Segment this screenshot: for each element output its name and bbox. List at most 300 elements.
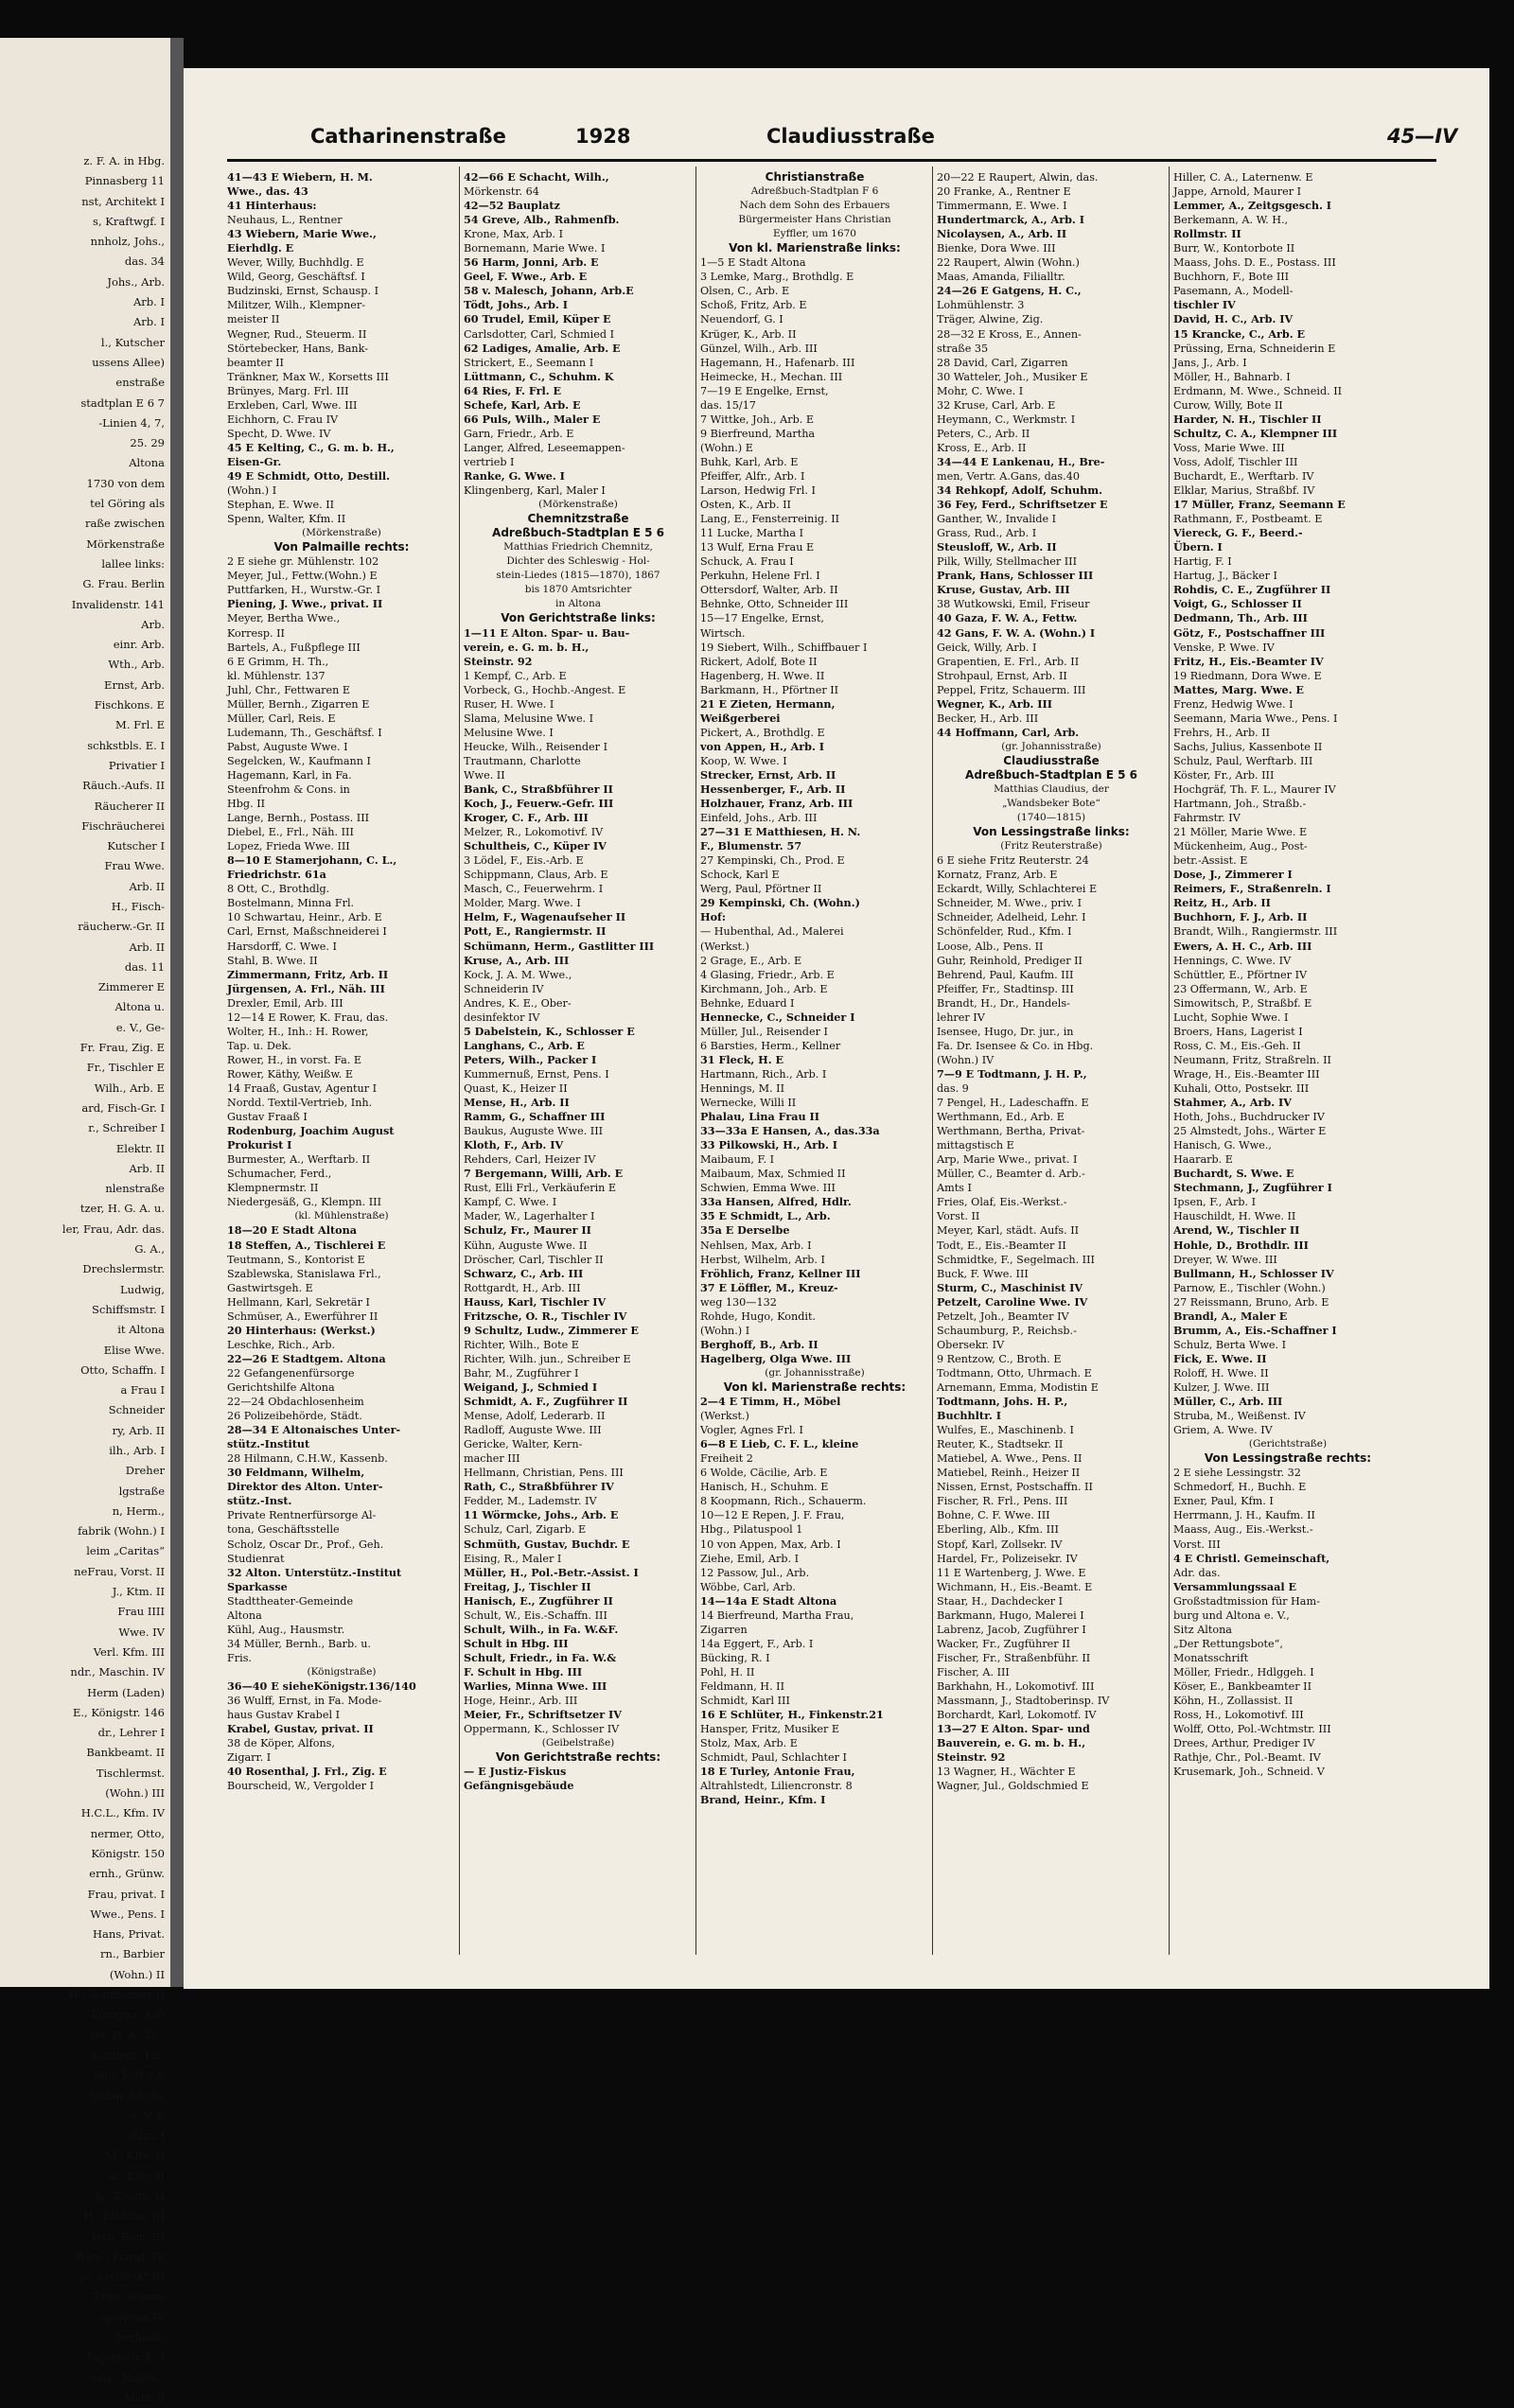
directory-entry: Grass, Rud., Arb. I [937, 527, 1037, 540]
left-page-line: Fr., Tischler E [86, 1061, 165, 1075]
left-page-line: Wth., Arb. [108, 658, 165, 672]
directory-entry: Gustav Fraaß I [227, 1111, 308, 1124]
directory-entry: Andres, K. E., Ober- [464, 996, 572, 1010]
directory-entry: Buchhorn, F. J., Arb. II [1173, 910, 1308, 924]
directory-entry: Maass, Aug., Eis.-Werkst.- [1173, 1523, 1313, 1537]
left-page-line: enstraße [115, 376, 165, 390]
left-page-line: (Wohn.) III [105, 1786, 165, 1801]
left-page-line: J., Ktm. II [112, 1585, 165, 1599]
left-page-line: Invalidenstr. 141 [71, 597, 165, 611]
directory-entry: Werthmann, Ed., Arb. E [937, 1111, 1065, 1124]
left-page-line: Wwe., Pens. I [90, 1907, 165, 1921]
directory-entry: kl. Mühlenstr. 137 [227, 669, 326, 682]
left-page-line: räucherw.-Gr. II [78, 920, 165, 934]
directory-entry: Nicolaysen, A., Arb. II [937, 227, 1067, 241]
section-heading: Von Palmaille rechts: [273, 540, 410, 554]
directory-entry: Krüger, K., Arb. II [700, 327, 797, 341]
directory-entry: Köhn, H., Zollassist. II [1173, 1695, 1294, 1708]
directory-entry: Guhr, Reinhold, Prediger II [937, 954, 1083, 967]
directory-entry: macher III [464, 1452, 520, 1466]
left-page-line: ard, Fisch-Gr. I [81, 1100, 165, 1115]
directory-entry: 14a Eggert, F., Arb. I [700, 1637, 814, 1650]
directory-entry: Lang, E., Fensterreinig. II [700, 513, 840, 526]
directory-entry: Ramm, G., Schaffner III [464, 1110, 606, 1124]
directory-entry: Schwarz, C., Arb. III [464, 1266, 584, 1280]
directory-entry: Schult, W., Eis.-Schaffn. III [464, 1608, 607, 1622]
directory-entry: 4 E Christl. Gemeinschaft, [1173, 1551, 1330, 1565]
directory-entry: Meier, Fr., Schriftsetzer IV [464, 1708, 622, 1722]
left-page-line: Hans, Privat. [92, 1927, 165, 1942]
left-page-line: nst, Architekt I [81, 194, 165, 208]
directory-entry: 20—22 E Raupert, Alwin, das. [937, 171, 1099, 184]
directory-entry: Scholz, Oscar Dr., Prof., Geh. [227, 1538, 384, 1551]
directory-entry: Richter, Wilh., Bote E [464, 1338, 579, 1351]
directory-entry: 6—8 E Lieb, C. F. L., kleine [700, 1437, 859, 1451]
directory-entry: Baukus, Auguste Wwe. III [464, 1125, 604, 1138]
directory-entry: 58 v. Malesch, Johann, Arb.E [464, 284, 634, 298]
directory-entry: 7 Bergemann, Willi, Arb. E [464, 1167, 624, 1181]
directory-entry: 8—10 E Stamerjohann, C. L., [227, 853, 397, 868]
left-page-line: raße zwischen [84, 517, 165, 531]
left-page-line: neFrau, Vorst. II [74, 1564, 165, 1578]
directory-entry: Rohdis, C. E., Zugführer II [1173, 583, 1331, 597]
directory-entry: Perkuhn, Helene Frl. I [700, 570, 820, 583]
directory-entry: Kirchmann, Joh., Arb. E [700, 982, 828, 995]
directory-entry: Maass, Johs. D. E., Postass. III [1173, 256, 1336, 270]
directory-entry: Krusemark, Joh., Schneid. V [1173, 1766, 1325, 1779]
directory-entry: Fritz, H., Eis.-Beamter IV [1173, 654, 1324, 668]
directory-entry: Heucke, Wilh., Reisender I [464, 740, 607, 753]
directory-entry: Specht, D. Wwe. IV [227, 427, 331, 440]
left-page-line: E., Königstr. 146 [72, 1705, 165, 1719]
directory-entry: Wirtsch. [700, 626, 746, 640]
directory-entry: 33—33a E Hansen, A., das.33a [700, 1124, 880, 1138]
directory-entry: Wild, Georg, Geschäftsf. I [227, 271, 365, 284]
directory-entry: Kross, E., Arb. II [937, 441, 1027, 454]
directory-entry: Exner, Paul, Kfm. I [1173, 1495, 1274, 1508]
directory-entry: Gefängnisgebäude [464, 1779, 574, 1793]
directory-entry: Hauschildt, H. Wwe. II [1173, 1210, 1296, 1223]
directory-entry: Bauverein, e. G. m. b. H., [937, 1736, 1086, 1750]
street-note: Dichter des Schleswig - Hol- [506, 555, 650, 568]
directory-entry: Dreyer, W. Wwe. III [1173, 1253, 1277, 1266]
directory-entry: Einfeld, Johs., Arb. III [700, 812, 818, 825]
directory-entry: Krabel, Gustav, privat. II [227, 1722, 374, 1736]
directory-entry: tona, Geschäftsstelle [227, 1523, 340, 1537]
directory-entry: Schultz, C. A., Klempner III [1173, 426, 1338, 440]
directory-entry: 9 Bierfreund, Martha [700, 427, 816, 440]
directory-entry: 6 E siehe Fritz Reuterstr. 24 [937, 854, 1089, 868]
left-page-fragment [0, 38, 170, 2404]
directory-entry: Neuhaus, L., Rentner [227, 214, 343, 227]
directory-entry: F., Blumenstr. 57 [700, 839, 802, 853]
left-page-line: Verl. Kfm. III [93, 1644, 165, 1659]
directory-entry: vertrieb I [464, 455, 515, 468]
directory-entry: Voss, Marie Wwe. III [1173, 441, 1285, 454]
directory-entry: 21 E Zieten, Hermann, [700, 696, 836, 711]
directory-entry: 2 E siehe Lessingstr. 32 [1173, 1467, 1301, 1480]
left-page-line: Fischräucherei [81, 818, 165, 833]
directory-entry: Pohl, H. II [700, 1665, 755, 1679]
directory-entry: Rottgardt, H., Arb. III [464, 1281, 581, 1294]
directory-entry: Molder, Marg. Wwe. I [464, 897, 581, 910]
directory-entry: Schippmann, Claus, Arb. E [464, 869, 608, 882]
left-page-line: Fischkons. E [94, 698, 165, 712]
directory-entry: straße 35 [937, 342, 989, 355]
directory-entry: Becker, H., Arb. III [937, 712, 1039, 725]
left-page-line: Königstr. 120 [91, 2048, 165, 2062]
directory-entry: 1—11 E Alton. Spar- u. Bau- [464, 625, 630, 640]
left-page-line: Schneider [108, 1403, 165, 1417]
directory-entry: 62 Ladiges, Amalie, Arb. E [464, 341, 621, 355]
directory-entry: Ipsen, F., Arb. I [1173, 1196, 1257, 1209]
directory-entry: Wwe. II [464, 768, 505, 782]
directory-entry: Dedmann, Th., Arb. III [1173, 611, 1308, 625]
directory-entry: Hoge, Heinr., Arb. III [464, 1695, 578, 1708]
directory-entry: Müller, C., Arb. III [1173, 1395, 1283, 1409]
directory-entry: Prüssing, Erna, Schneiderin E [1173, 342, 1336, 355]
left-page-line: ilh., Arb. I [109, 1444, 165, 1457]
column-3 [700, 170, 929, 1949]
directory-entry: Berkemann, A. W. H., [1173, 214, 1289, 227]
directory-entry: Hartig, F. I [1173, 555, 1232, 569]
directory-entry: Steenfrohm & Cons. in [227, 783, 350, 797]
directory-entry: Geel, F. Wwe., Arb. E [464, 270, 588, 284]
left-page-line: Tischlermst. [96, 1766, 165, 1780]
directory-entry: Petzelt, Caroline Wwe. IV [937, 1294, 1088, 1309]
column-divider [459, 167, 460, 1955]
directory-entry: Massmann, J., Stadtoberinsp. IV [937, 1695, 1110, 1708]
directory-entry: Eberling, Alb., Kfm. III [937, 1523, 1059, 1537]
directory-entry: Kock, J. A. M. Wwe., [464, 968, 572, 981]
directory-entry: 20 Franke, A., Rentner E [937, 185, 1071, 199]
directory-entry: Ottersdorf, Walter, Arb. II [700, 584, 838, 597]
directory-entry: Prokurist I [227, 1138, 292, 1152]
directory-entry: Struba, M., Weißenst. IV [1173, 1410, 1306, 1423]
directory-entry: Eckardt, Willy, Schlachterei E [937, 883, 1098, 896]
street-note: (Fritz Reuterstraße) [1000, 840, 1102, 852]
directory-entry: Monatsschrift [1173, 1651, 1249, 1664]
left-page-text [2, 151, 165, 2408]
directory-entry: 4 Glasing, Friedr., Arb. E [700, 968, 835, 981]
directory-entry: 15 Krancke, C., Arb. E [1173, 326, 1306, 341]
left-page-line: G. A., [134, 1242, 165, 1257]
section-heading: Adreßbuch-Stadtplan E 5 6 [965, 767, 1137, 782]
directory-entry: Neumann, Fritz, Straßreln. II [1173, 1053, 1331, 1066]
directory-entry: Stechmann, J., Zugführer I [1173, 1181, 1332, 1195]
directory-entry: Juhl, Chr., Fettwaren E [227, 683, 351, 696]
directory-entry: Krone, Max, Arb. I [464, 228, 564, 241]
left-page-line: dr., Lehrer I [97, 1726, 165, 1740]
directory-entry: Wagner, Jul., Goldschmied E [937, 1780, 1089, 1793]
directory-entry: Amts I [937, 1182, 972, 1195]
directory-entry: meister II [227, 313, 280, 326]
directory-entry: Hbg., Pilatuspool 1 [700, 1523, 803, 1537]
directory-entry: Steinstr. 92 [937, 1750, 1006, 1765]
left-page-line: nermer, Otto, [90, 1826, 165, 1840]
directory-entry: 9 Schultz, Ludw., Zimmerer E [464, 1323, 639, 1337]
left-page-line: -Linien 4, 7, [98, 415, 165, 430]
directory-entry: Gerichtshilfe Altona [227, 1380, 335, 1394]
left-page-line: rn., Barbier [99, 1947, 165, 1961]
directory-entry: Brünyes, Marg. Frl. III [227, 384, 349, 397]
directory-entry: 33 Pilkowski, H., Arb. I [700, 1138, 837, 1152]
directory-entry: Reitz, H., Arb. II [1173, 896, 1271, 910]
directory-entry: Lüttmann, C., Schuhm. K [464, 369, 614, 383]
directory-entry: Pott, E., Rangiermstr. II [464, 924, 607, 939]
directory-entry: Todt, E., Eis.-Beamter II [937, 1239, 1066, 1252]
directory-entry: Träger, Alwine, Zig. [937, 313, 1044, 326]
directory-entry: Garn, Friedr., Arb. E [464, 427, 574, 440]
section-heading: Christianstraße [765, 170, 865, 184]
page-header [184, 117, 1489, 157]
directory-entry: 10—12 E Repen, J. F. Frau, [700, 1509, 845, 1522]
directory-entry: Schultheis, C., Küper IV [464, 839, 607, 853]
directory-entry: Niedergesäß, G., Klempn. III [227, 1196, 382, 1209]
directory-entry: Ruser, H. Wwe. I [464, 697, 555, 711]
directory-entry: Leschke, Rich., Arb. [227, 1338, 336, 1351]
directory-entry: Koop, W. Wwe. I [700, 754, 787, 767]
directory-entry: Reuter, K., Stadtsekr. II [937, 1438, 1064, 1451]
directory-entry: Fischer, Fr., Straßenbführ. II [937, 1651, 1091, 1664]
directory-entry: Barkmann, H., Pförtner II [700, 683, 839, 696]
directory-entry: Hartug, J., Bäcker I [1173, 570, 1277, 583]
directory-entry: Jürgensen, A. Frl., Näh. III [227, 981, 385, 995]
left-page-line: Fr. Frau, Zig. E [79, 1041, 165, 1055]
directory-entry: lehrer IV [937, 1011, 985, 1024]
directory-entry: Hardel, Fr., Polizeisekr. IV [937, 1552, 1078, 1565]
directory-entry: Koch, J., Feuerw.-Gefr. III [464, 797, 614, 811]
page-number: 45—IV [1387, 125, 1458, 148]
directory-entry: Klingenberg, Karl, Maler I [464, 484, 606, 498]
directory-entry: Rohde, Hugo, Kondit. [700, 1309, 817, 1323]
section-heading: Von kl. Marienstraße rechts: [723, 1380, 907, 1394]
directory-entry: Fröhlich, Franz, Kellner III [700, 1266, 861, 1280]
directory-entry: Günzel, Wilh., Arb. III [700, 342, 818, 355]
left-page-line: Königstr. 150 [91, 1846, 165, 1860]
directory-entry: Petzelt, Joh., Beamter IV [937, 1309, 1069, 1323]
directory-entry: Hellmann, Karl, Sekretär I [227, 1295, 370, 1309]
directory-entry: mittagstisch E [937, 1139, 1014, 1152]
directory-entry: 14 Fraaß, Gustav, Agentur I [227, 1082, 378, 1095]
directory-entry: Spenn, Walter, Kfm. II [227, 513, 346, 526]
directory-entry: Stadttheater-Gemeinde [227, 1594, 354, 1608]
left-page-line: r., Schreiber I [88, 1121, 165, 1135]
directory-entry: Lemmer, A., Zeitgsgesch. I [1173, 199, 1332, 213]
directory-entry: Ganther, W., Invalide I [937, 513, 1057, 526]
directory-entry: Fischer, A. III [937, 1665, 1010, 1679]
left-page-line: Arb. II [129, 879, 165, 893]
directory-entry: Mattes, Marg. Wwe. E [1173, 682, 1304, 696]
directory-entry: 37 E Löffler, M., Kreuz- [700, 1280, 838, 1294]
left-page-line: Altona [129, 456, 165, 470]
directory-entry: Hohle, D., Brothdlr. III [1173, 1238, 1309, 1252]
directory-entry: Melzer, R., Lokomotivf. IV [464, 826, 604, 839]
directory-entry: Obersekr. IV [937, 1338, 1005, 1351]
directory-entry: 40 Gaza, F. W. A., Fettw. [937, 611, 1078, 625]
directory-entry: 34 Rehkopf, Adolf, Schuhm. [937, 483, 1103, 498]
directory-entry: Pabst, Auguste Wwe. I [227, 740, 348, 753]
directory-entry: Fischer, R. Frl., Pens. III [937, 1495, 1068, 1508]
directory-entry: Schult, Wilh., in Fa. W.&F. [464, 1622, 619, 1636]
directory-entry: Slama, Melusine Wwe. I [464, 712, 594, 725]
directory-entry: Tränkner, Max W., Korsetts III [227, 370, 389, 383]
left-page-line: s, Kraftwgf. I [93, 214, 165, 228]
directory-entry: Pilk, Willy, Stellmacher III [937, 555, 1078, 569]
directory-entry: Pfeiffer, Alfr., Arb. I [700, 469, 805, 483]
section-heading: Von kl. Marienstraße links: [729, 241, 901, 255]
directory-entry: Hessenberger, F., Arb. II [700, 782, 846, 797]
street-note: (gr. Johannisstraße) [765, 1366, 865, 1379]
directory-entry: 7—9 E Todtmann, J. H. P., [937, 1066, 1087, 1081]
left-page-line: ngo, Fettw E [94, 2068, 165, 2083]
directory-entry: 10 von Appen, Max, Arb. I [700, 1538, 841, 1551]
directory-entry: „Der Rettungsbote“, [1173, 1637, 1283, 1650]
left-page-line: Königstr. 120 [91, 2008, 165, 2022]
directory-entry: Nehlsen, Max, Arb. I [700, 1239, 812, 1252]
directory-entry: Segelcken, W., Kaufmann I [227, 754, 371, 767]
left-page-line: nlenstraße [105, 1182, 165, 1196]
directory-entry: von Appen, H., Arb. I [700, 739, 825, 753]
directory-entry: Studienrat [227, 1552, 285, 1565]
directory-entry: burg und Altona e. V., [1173, 1608, 1290, 1622]
directory-entry: 6 Barsties, Herm., Kellner [700, 1039, 841, 1052]
directory-entry: 38 Wutkowski, Emil, Friseur [937, 598, 1090, 611]
directory-entry: Oppermann, K., Schlosser IV [464, 1723, 620, 1736]
street-note: bis 1870 Amtsrichter [524, 584, 632, 596]
street-note: (Geibelstraße) [541, 1737, 615, 1749]
directory-entry: Bornemann, Marie Wwe. I [464, 242, 606, 255]
directory-entry: 13—27 E Alton. Spar- und [937, 1722, 1090, 1736]
directory-entry: 29 Kempinski, Ch. (Wohn.) [700, 896, 860, 910]
directory-entry: Rust, Elli Frl., Verkäuferin E [464, 1182, 617, 1195]
directory-entry: Gericke, Walter, Kern- [464, 1438, 583, 1451]
directory-entry: Kühl, Aug., Hausmstr. [227, 1623, 345, 1636]
directory-entry: Schult, Friedr., in Fa. W.& [464, 1650, 617, 1664]
directory-entry: 2 Grage, E., Arb. E [700, 954, 802, 967]
directory-entry: 28 David, Carl, Zigarren [937, 356, 1068, 369]
directory-entry: 2—4 E Timm, H., Möbel [700, 1395, 841, 1409]
directory-entry: Kuhali, Otto, Postsekr. III [1173, 1082, 1310, 1095]
directory-entry: Bartels, A., Fußpflege III [227, 641, 361, 654]
directory-entry: Rower, Käthy, Weißw. E [227, 1067, 354, 1081]
directory-entry: Meyer, Karl, städt. Aufs. II [937, 1224, 1080, 1238]
column-2 [464, 170, 693, 1949]
left-page-line: Frau IIII [117, 1605, 165, 1619]
left-page-line: rich, Reis. III [92, 2229, 165, 2243]
directory-entry: Arp, Marie Wwe., privat. I [937, 1153, 1078, 1167]
directory-entry: Müller, Bernh., Zigarren E [227, 697, 370, 711]
directory-entry: Müller, Jul., Reisender I [700, 1025, 828, 1038]
directory-entry: David, H. C., Arb. IV [1173, 312, 1294, 326]
directory-entry: Richter, Wilh. jun., Schreiber E [464, 1352, 631, 1365]
directory-entry: das. 15/17 [700, 398, 756, 412]
directory-entry: Mense, Adolf, Lederarb. II [464, 1410, 606, 1423]
directory-entry: Hauss, Karl, Tischler IV [464, 1294, 607, 1309]
section-heading: Von Gerichtstraße links: [501, 611, 656, 625]
directory-entry: Hennings, C. Wwe. IV [1173, 954, 1292, 967]
directory-page [184, 68, 1489, 1989]
street-note: Adreßbuch-Stadtplan F 6 [750, 185, 879, 198]
directory-entry: Vogler, Agnes Frl. I [700, 1424, 803, 1437]
left-page-line: lallee links: [101, 556, 165, 571]
column-5 [1173, 170, 1402, 1949]
left-page-line: h., Kaufm. II [96, 2188, 165, 2203]
directory-entry: Hof: [700, 910, 726, 924]
directory-entry: 13 Wagner, H., Wächter E [937, 1766, 1076, 1779]
left-page-line: (Wohn.) II [109, 1967, 165, 1981]
directory-entry: Borchardt, Karl, Lokomotf. IV [937, 1709, 1097, 1722]
directory-entry: Herbst, Wilhelm, Arb. I [700, 1253, 825, 1266]
directory-entry: 42—66 E Schacht, Wilh., [464, 170, 609, 184]
directory-entry: Neuendorf, G. I [700, 313, 783, 326]
directory-entry: 64 Ries, F. Frl. E [464, 383, 562, 397]
directory-entry: Helm, F., Wagenaufseher II [464, 910, 626, 924]
directory-entry: Fries, Olaf, Eis.-Werkst.- [937, 1196, 1067, 1209]
directory-entry: Mohr, C. Wwe. I [937, 384, 1024, 397]
directory-entry: 2 E siehe gr. Mühlenstr. 102 [227, 555, 379, 569]
directory-entry: Harder, N. H., Tischler II [1173, 412, 1322, 426]
directory-entry: Korresp. II [227, 626, 285, 640]
directory-entry: Schmidt, Karl III [700, 1695, 790, 1708]
directory-entry: Peppel, Fritz, Schauerm. III [937, 683, 1086, 696]
left-page-line: tel Göring als [90, 497, 165, 511]
directory-entry: Müller, H., Pol.-Betr.-Assist. I [464, 1565, 639, 1579]
directory-entry: Großstadtmission für Ham- [1173, 1594, 1320, 1608]
left-page-line: M. Frl. E [115, 718, 165, 732]
directory-entry: Curow, Willy, Bote II [1173, 398, 1283, 412]
directory-entry: Melusine Wwe. I [464, 726, 554, 739]
directory-entry: (Wohn.) IV [937, 1053, 995, 1066]
directory-entry: betr.-Assist. E [1173, 854, 1248, 868]
left-page-line: Frau Wwe. [104, 859, 165, 873]
left-page-line: H., Fisch- [111, 899, 165, 913]
directory-entry: 41 Hinterhaus: [227, 199, 317, 213]
directory-entry: Arnemann, Emma, Modistin E [937, 1380, 1099, 1394]
directory-entry: 22—24 Obdachlosenheim [227, 1396, 364, 1409]
directory-entry: Pickert, A., Brothdlg. E [700, 726, 825, 739]
directory-entry: Fris. [227, 1651, 252, 1664]
directory-entry: Wichmann, H., Eis.-Beamt. E [937, 1580, 1093, 1593]
left-page-line: herhaus: [115, 2330, 165, 2345]
directory-entry: 16 E Schlüter, H., Finkenstr.21 [700, 1708, 884, 1722]
directory-entry: Piening, J. Wwe., privat. II [227, 597, 383, 611]
directory-entry: Bullmann, H., Schlosser IV [1173, 1266, 1334, 1280]
section-heading: Claudiusstraße [1003, 753, 1100, 767]
left-page-line: e. V., Ge- [115, 1020, 165, 1034]
directory-entry: 36 Fey, Ferd., Schriftsetzer E [937, 498, 1108, 512]
directory-entry: 28 Hilmann, C.H.W., Kassenb. [227, 1452, 388, 1466]
left-page-line: Papier-Gr. E. I [86, 2350, 165, 2364]
directory-entry: Stahmer, A., Arb. IV [1173, 1096, 1292, 1110]
directory-entry: Szablewska, Stanislawa Frl., [227, 1267, 381, 1280]
directory-entry: Altona [227, 1608, 262, 1622]
street-note: (Gerichtstraße) [1248, 1438, 1328, 1450]
left-page-line: Elektr. II [115, 1141, 165, 1155]
directory-entry: Maibaum, Max, Schmied II [700, 1168, 846, 1181]
directory-entry: 3 Lödel, F., Eis.-Arb. E [464, 854, 584, 868]
directory-entry: Isensee, Hugo, Dr. jur., in [937, 1025, 1074, 1038]
directory-entry: Langer, Alfred, Leseemappen- [464, 441, 625, 454]
left-page-line: Aug., Masch.- [89, 2370, 165, 2384]
left-page-line: Arb. I [132, 295, 165, 309]
directory-entry: Herrmann, J. H., Kaufm. II [1173, 1509, 1315, 1522]
directory-entry: Möller, Friedr., Hdlggeh. I [1173, 1665, 1314, 1679]
left-page-line: einr. Arb. [113, 638, 165, 652]
directory-entry: Buchhltr. I [937, 1409, 1001, 1423]
directory-entry: 35 E Schmidt, L., Arb. [700, 1209, 831, 1223]
directory-entry: Wolter, H., Inh.: H. Rower, [227, 1025, 369, 1038]
